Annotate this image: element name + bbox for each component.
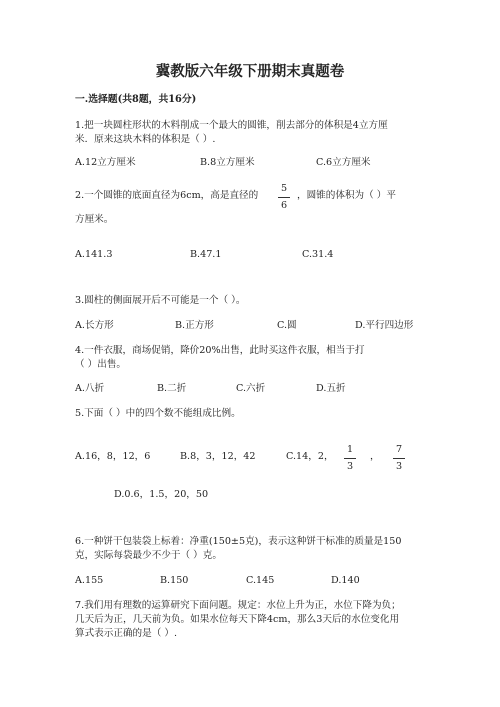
question-5-option-c[interactable]: C.14，2， — [286, 451, 334, 462]
question-4-option-a[interactable]: A.八折 — [75, 383, 105, 394]
question-5-separator: ， — [370, 451, 380, 462]
question-2-line-1: 2.一个圆锥的底面直径为6cm，高是直径的 — [75, 190, 259, 201]
question-6-option-a[interactable]: A.155 — [75, 575, 104, 586]
question-5-fraction-1 — [344, 445, 356, 471]
question-3-option-c[interactable]: C.圆 — [277, 320, 297, 331]
fraction-denominator: 3 — [346, 460, 354, 472]
fraction-numerator: 5 — [280, 183, 288, 194]
question-5-line-1: 5.下面（ ）中的四个数不能组成比例。 — [75, 408, 241, 419]
fraction-denominator: 6 — [280, 199, 288, 211]
question-3-line-1: 3.圆柱的侧面展开后不可能是一个（ ）。 — [75, 295, 246, 306]
question-1-line-1: 1.把一块圆柱形状的木料削成一个最大的圆锥，削去部分的体积是4立方厘 — [75, 120, 388, 131]
question-2-fraction — [278, 184, 290, 210]
question-1-option-a[interactable]: A.12立方厘米 — [75, 157, 136, 168]
question-7-line-1: 7.我们用有理数的运算研究下面问题。规定：水位上升为正，水位下降为负； — [75, 600, 401, 611]
question-7-line-3: 算式表示正确的是（ ）. — [75, 628, 178, 639]
question-5-option-b[interactable]: B.8，3，12，42 — [180, 451, 256, 462]
fraction-numerator: 7 — [395, 444, 403, 455]
fraction-numerator: 1 — [346, 444, 354, 455]
question-3-option-d[interactable]: D.平行四边形 — [355, 320, 414, 331]
fraction-denominator: 3 — [395, 460, 403, 472]
question-6-line-1: 6.一种饼干包装袋上标着：净重(150±5克)，表示这种饼干标准的质量是150 — [75, 536, 402, 547]
question-4-option-c[interactable]: C.六折 — [236, 383, 266, 394]
question-2-option-b[interactable]: B.47.1 — [190, 249, 222, 260]
question-4-line-1: 4.一件衣服，商场促销，降价20%出售，此时买这件衣服，相当于打 — [75, 345, 365, 356]
question-6-option-b[interactable]: B.150 — [160, 575, 189, 586]
question-3-option-a[interactable]: A.长方形 — [75, 320, 114, 331]
fraction-bar — [278, 197, 290, 198]
question-1-option-c[interactable]: C.6立方厘米 — [316, 157, 371, 168]
question-4-option-b[interactable]: B.二折 — [157, 383, 187, 394]
question-5-option-a[interactable]: A.16，8，12，6 — [75, 451, 151, 462]
question-5-fraction-2 — [393, 445, 405, 471]
question-6-option-d[interactable]: D.140 — [331, 575, 360, 586]
section-heading: 一.选择题(共8题，共16分) — [75, 94, 197, 105]
question-2-line-2: 方厘米。 — [75, 214, 114, 225]
question-1-line-2: 米．原来这块木料的体积是（ ）. — [75, 134, 216, 145]
question-7-line-2: 几天后为正，几天前为负。如果水位每天下降4cm，那么3天后的水位变化用 — [75, 614, 400, 625]
question-1-option-b[interactable]: B.8立方厘米 — [200, 157, 255, 168]
question-5-option-d[interactable]: D.0.6，1.5，20，50 — [114, 489, 209, 500]
fraction-bar — [393, 458, 405, 459]
question-2-line-1-end: ，圆锥的体积为（ ）平 — [297, 190, 396, 201]
question-2-option-c[interactable]: C.31.4 — [302, 249, 334, 260]
question-4-line-2: （ ）出售。 — [75, 359, 127, 370]
question-6-option-c[interactable]: C.145 — [246, 575, 275, 586]
question-6-line-2: 克，实际每袋最少不少于（ ）克。 — [75, 550, 222, 561]
question-2-option-a[interactable]: A.141.3 — [75, 249, 113, 260]
question-3-option-b[interactable]: B.正方形 — [175, 320, 214, 331]
fraction-bar — [344, 458, 356, 459]
question-4-option-d[interactable]: D.五折 — [316, 383, 346, 394]
page-title: 冀教版六年级下册期末真题卷 — [155, 63, 345, 80]
